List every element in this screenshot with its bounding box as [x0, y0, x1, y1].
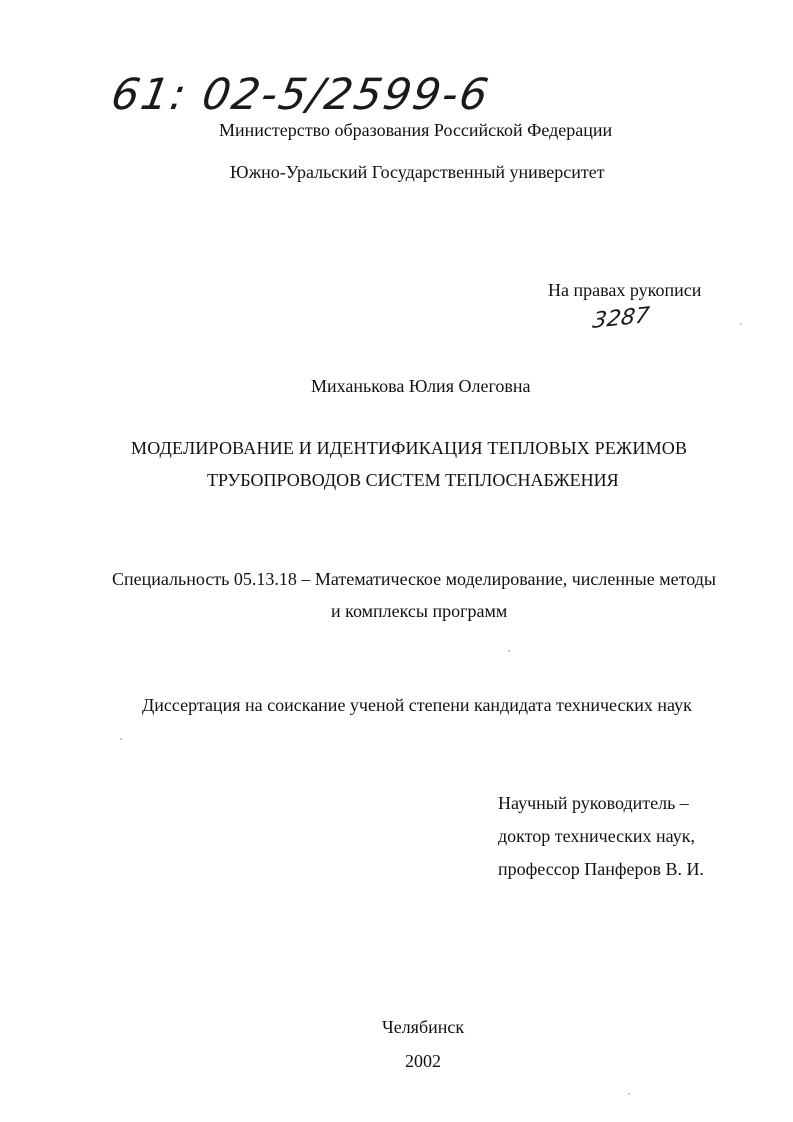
handwritten-copy-number: 3287 — [591, 303, 651, 334]
dissertation-statement: Диссертация на соискание ученой степени кандидата технических наук — [142, 695, 692, 715]
specialty-line-1: Специальность 05.13.18 – Математическое моделирование, численные методы — [112, 569, 716, 589]
title-line-2: ТРУБОПРОВОДОВ СИСТЕМ ТЕПЛОСНАБЖЕНИЯ — [207, 470, 619, 490]
author-name: Миханькова Юлия Олеговна — [311, 376, 531, 396]
handwritten-archive-number: 61: 02-5/2599-6 — [107, 70, 494, 120]
supervisor-line-3: профессор Панферов В. И. — [498, 859, 704, 879]
specialty-line-2: и комплексы программ — [331, 601, 508, 621]
scan-speck — [120, 738, 122, 740]
rights-note: На правах рукописи — [548, 280, 702, 300]
supervisor-line-2: доктор технических наук, — [498, 826, 695, 846]
city: Челябинск — [382, 1017, 465, 1037]
scan-speck — [740, 323, 742, 325]
university-name: Южно-Уральский Государственный университет — [230, 162, 605, 182]
year: 2002 — [405, 1051, 441, 1071]
scan-speck — [628, 1093, 630, 1095]
scan-speck — [508, 650, 510, 652]
title-line-1: МОДЕЛИРОВАНИЕ И ИДЕНТИФИКАЦИЯ ТЕПЛОВЫХ РЕЖИМОВ — [131, 438, 688, 458]
supervisor-line-1: Научный руководитель – — [498, 793, 689, 813]
ministry-name: Министерство образования Российской Федерации — [219, 120, 613, 140]
